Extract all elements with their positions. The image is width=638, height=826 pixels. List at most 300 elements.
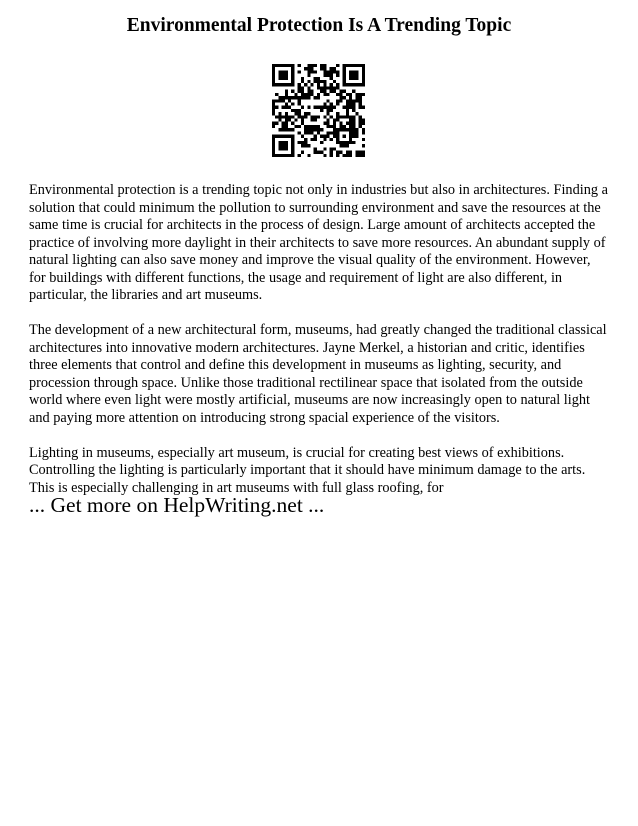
qr-module <box>310 90 313 93</box>
qr-module <box>346 154 349 157</box>
qr-module <box>349 122 352 125</box>
qr-module <box>307 128 310 131</box>
qr-module <box>336 83 339 86</box>
qr-module <box>301 90 304 93</box>
qr-module <box>362 106 365 109</box>
qr-module <box>288 128 291 131</box>
qr-module <box>320 80 323 83</box>
qr-module <box>282 122 285 125</box>
qr-module <box>352 131 355 134</box>
qr-module <box>285 144 288 147</box>
qr-code-icon <box>272 64 365 157</box>
qr-module <box>317 115 320 118</box>
qr-module <box>346 93 349 96</box>
qr-module <box>349 83 352 86</box>
qr-module <box>310 83 313 86</box>
qr-module <box>359 102 362 105</box>
qr-module <box>333 135 336 138</box>
qr-module <box>333 80 336 83</box>
qr-module <box>272 67 275 70</box>
qr-module <box>323 83 326 86</box>
qr-module <box>349 119 352 122</box>
qr-module <box>336 119 339 122</box>
qr-module <box>343 125 346 128</box>
qr-module <box>346 128 349 131</box>
qr-module <box>355 154 358 157</box>
qr-module <box>288 115 291 118</box>
qr-module <box>343 96 346 99</box>
qr-module <box>282 70 285 73</box>
qr-module <box>272 147 275 150</box>
qr-module <box>307 90 310 93</box>
qr-module <box>336 112 339 115</box>
qr-module <box>336 64 339 67</box>
qr-module <box>339 93 342 96</box>
qr-module <box>275 122 278 125</box>
qr-module <box>327 112 330 115</box>
qr-module <box>349 131 352 134</box>
qr-module <box>323 90 326 93</box>
qr-module <box>362 80 365 83</box>
qr-module <box>349 151 352 154</box>
qr-module <box>310 128 313 131</box>
qr-module <box>294 109 297 112</box>
qr-module <box>323 93 326 96</box>
qr-module <box>304 67 307 70</box>
qr-module <box>355 70 358 73</box>
qr-module <box>346 115 349 118</box>
paragraph-3: Lighting in museums, especially art museum, is crucial for creating best views of exhibitions. Controlling the lighting is particularly important that it should have minimum damage to the arts. This is especially challenging in art museums with full glass roofing, for <box>29 444 586 496</box>
qr-module <box>282 147 285 150</box>
qr-module <box>320 106 323 109</box>
qr-module <box>327 135 330 138</box>
qr-module <box>285 112 288 115</box>
qr-module <box>330 86 333 89</box>
qr-module <box>291 67 294 70</box>
qr-module <box>323 154 326 157</box>
qr-module <box>336 128 339 131</box>
qr-module <box>282 125 285 128</box>
qr-module <box>339 125 342 128</box>
qr-module <box>349 93 352 96</box>
qr-module <box>362 74 365 77</box>
qr-module <box>282 144 285 147</box>
qr-module <box>327 125 330 128</box>
qr-module <box>307 67 310 70</box>
qr-module <box>291 154 294 157</box>
qr-module <box>298 64 301 67</box>
qr-module <box>298 131 301 134</box>
qr-module <box>301 96 304 99</box>
qr-module <box>352 128 355 131</box>
qr-module <box>285 90 288 93</box>
qr-module <box>323 115 326 118</box>
qr-module <box>298 83 301 86</box>
qr-module <box>278 77 281 80</box>
qr-module <box>291 74 294 77</box>
qr-module <box>291 144 294 147</box>
qr-module <box>327 109 330 112</box>
qr-module <box>272 99 275 102</box>
qr-module <box>314 77 317 80</box>
qr-module <box>285 147 288 150</box>
qr-module <box>359 106 362 109</box>
qr-module <box>343 144 346 147</box>
paragraph-1: Environmental protection is a trending topic not only in industries but also in architectures. Finding a solution that could minimum the pollution to surrounding environment and save the resources at the same time is crucial for architects in the process of design. Large amount of architects accepted the practice of involving more daylight in their architects to save more resources. An abundant supply of natural lighting can also save money and improve the visual quality of the environment. However, for buildings with different functions, the usage and requirement of light are also different, in particular, the libraries and art museums. <box>29 182 608 303</box>
qr-module <box>330 83 333 86</box>
qr-module <box>327 70 330 73</box>
qr-module <box>359 125 362 128</box>
qr-module <box>352 90 355 93</box>
qr-module <box>307 131 310 134</box>
qr-module <box>278 96 281 99</box>
qr-module <box>343 64 346 67</box>
qr-module <box>272 106 275 109</box>
qr-module <box>304 144 307 147</box>
qr-module <box>291 128 294 131</box>
qr-module <box>359 83 362 86</box>
qr-module <box>294 96 297 99</box>
qr-module <box>288 154 291 157</box>
qr-module <box>333 128 336 131</box>
qr-module <box>339 99 342 102</box>
qr-module <box>291 90 294 93</box>
qr-module <box>282 64 285 67</box>
qr-module <box>343 80 346 83</box>
qr-module <box>352 141 355 144</box>
qr-module <box>275 135 278 138</box>
qr-module <box>343 115 346 118</box>
qr-module <box>285 93 288 96</box>
qr-module <box>346 151 349 154</box>
qr-module <box>314 80 317 83</box>
qr-module <box>339 96 342 99</box>
qr-module <box>301 119 304 122</box>
qr-module <box>336 99 339 102</box>
qr-module <box>294 119 297 122</box>
qr-module <box>314 151 317 154</box>
qr-module <box>352 135 355 138</box>
qr-module <box>336 74 339 77</box>
qr-module <box>272 122 275 125</box>
qr-module <box>288 83 291 86</box>
qr-module <box>314 138 317 141</box>
qr-module <box>317 80 320 83</box>
qr-module <box>304 131 307 134</box>
qr-module <box>355 93 358 96</box>
qr-module <box>272 141 275 144</box>
qr-module <box>285 115 288 118</box>
qr-module <box>301 86 304 89</box>
qr-module <box>352 122 355 125</box>
qr-module <box>330 125 333 128</box>
qr-module <box>285 83 288 86</box>
qr-module <box>359 115 362 118</box>
qr-module <box>355 96 358 99</box>
qr-module <box>301 141 304 144</box>
qr-module <box>359 99 362 102</box>
qr-module <box>298 125 301 128</box>
qr-module <box>291 141 294 144</box>
qr-module <box>272 77 275 80</box>
qr-module <box>314 119 317 122</box>
qr-module <box>278 83 281 86</box>
qr-module <box>298 86 301 89</box>
qr-module <box>285 135 288 138</box>
qr-module <box>349 64 352 67</box>
qr-module <box>278 141 281 144</box>
qr-module <box>362 67 365 70</box>
qr-module <box>278 144 281 147</box>
qr-module <box>307 96 310 99</box>
qr-module <box>355 135 358 138</box>
paragraph-2: The development of a new architectural form, museums, had greatly changed the traditional classical architectures into innovative modern architectures. Jayne Merkel, a historian and critic, identifies three elements that control and define this development in museums as lighting, security, and procession through space. Unlike those traditional rectilinear space that isolated from the outside world where even light were mostly artificial, museums are now increasingly open to natural light and paying more attention on introducing strong spacial experience of the visitors. <box>29 322 607 426</box>
qr-module <box>278 115 281 118</box>
qr-module <box>307 125 310 128</box>
qr-module <box>355 131 358 134</box>
qr-module <box>339 115 342 118</box>
qr-module <box>323 70 326 73</box>
qr-module <box>275 93 278 96</box>
qr-module <box>310 70 313 73</box>
qr-module <box>291 77 294 80</box>
qr-module <box>285 125 288 128</box>
qr-module <box>285 74 288 77</box>
qr-module <box>330 147 333 150</box>
qr-module <box>307 64 310 67</box>
qr-module <box>317 83 320 86</box>
qr-module <box>278 64 281 67</box>
qr-module <box>346 64 349 67</box>
qr-module <box>352 109 355 112</box>
get-more-link[interactable]: ... Get more on HelpWriting.net ... <box>29 493 325 517</box>
qr-module <box>272 102 275 105</box>
qr-module <box>307 86 310 89</box>
qr-module <box>320 86 323 89</box>
qr-module <box>355 112 358 115</box>
qr-module <box>317 86 320 89</box>
qr-module <box>333 106 336 109</box>
qr-module <box>320 64 323 67</box>
qr-module <box>310 64 313 67</box>
qr-module <box>362 83 365 86</box>
qr-module <box>339 151 342 154</box>
qr-module <box>343 141 346 144</box>
qr-module <box>285 128 288 131</box>
qr-module <box>323 67 326 70</box>
qr-module <box>330 109 333 112</box>
qr-module <box>333 147 336 150</box>
qr-module <box>349 96 352 99</box>
qr-module <box>349 128 352 131</box>
qr-module <box>307 74 310 77</box>
qr-module <box>298 112 301 115</box>
qr-module <box>359 93 362 96</box>
qr-module <box>362 70 365 73</box>
qr-module <box>343 83 346 86</box>
qr-module <box>310 67 313 70</box>
qr-module <box>272 112 275 115</box>
qr-module <box>327 86 330 89</box>
document-title: Environmental Protection Is A Trending Topic <box>126 15 512 36</box>
qr-module <box>291 80 294 83</box>
qr-module <box>343 67 346 70</box>
qr-module <box>343 128 346 131</box>
qr-module <box>272 74 275 77</box>
qr-module <box>346 112 349 115</box>
qr-module <box>304 96 307 99</box>
qr-module <box>291 147 294 150</box>
qr-module <box>346 99 349 102</box>
qr-module <box>327 119 330 122</box>
qr-module <box>346 106 349 109</box>
qr-module <box>343 135 346 138</box>
qr-module <box>317 77 320 80</box>
qr-module <box>333 90 336 93</box>
qr-module <box>278 119 281 122</box>
qr-module <box>314 106 317 109</box>
qr-module <box>272 135 275 138</box>
qr-module <box>288 106 291 109</box>
qr-module <box>349 115 352 118</box>
qr-module <box>352 106 355 109</box>
qr-module <box>301 122 304 125</box>
qr-module <box>349 106 352 109</box>
qr-module <box>339 144 342 147</box>
qr-module <box>272 138 275 141</box>
qr-module <box>272 144 275 147</box>
qr-module <box>339 90 342 93</box>
qr-module <box>288 99 291 102</box>
qr-module <box>343 74 346 77</box>
qr-module <box>317 106 320 109</box>
qr-module <box>291 151 294 154</box>
qr-module <box>285 102 288 105</box>
qr-module <box>320 141 323 144</box>
qr-module <box>355 99 358 102</box>
qr-module <box>352 64 355 67</box>
qr-module <box>291 70 294 73</box>
qr-module <box>349 125 352 128</box>
qr-module <box>314 135 317 138</box>
qr-module <box>317 125 320 128</box>
qr-module <box>310 131 313 134</box>
qr-module <box>275 99 278 102</box>
qr-module <box>327 74 330 77</box>
qr-module <box>327 122 330 125</box>
qr-module <box>362 119 365 122</box>
qr-module <box>355 128 358 131</box>
qr-module <box>336 70 339 73</box>
qr-module <box>314 70 317 73</box>
qr-module <box>346 144 349 147</box>
qr-module <box>301 80 304 83</box>
qr-module <box>291 115 294 118</box>
qr-module <box>278 147 281 150</box>
qr-module <box>278 128 281 131</box>
qr-module <box>304 115 307 118</box>
qr-module <box>314 125 317 128</box>
qr-module <box>323 122 326 125</box>
qr-module <box>346 141 349 144</box>
qr-module <box>288 135 291 138</box>
qr-module <box>330 102 333 105</box>
qr-module <box>307 144 310 147</box>
qr-module <box>346 102 349 105</box>
qr-module <box>355 74 358 77</box>
qr-module <box>317 96 320 99</box>
qr-module <box>291 109 294 112</box>
qr-module <box>282 135 285 138</box>
qr-module <box>272 70 275 73</box>
qr-module <box>352 119 355 122</box>
qr-module <box>301 151 304 154</box>
qr-module <box>333 119 336 122</box>
qr-module <box>288 119 291 122</box>
qr-module <box>307 93 310 96</box>
qr-module <box>336 154 339 157</box>
qr-module <box>327 93 330 96</box>
qr-module <box>278 74 281 77</box>
qr-module <box>291 64 294 67</box>
qr-module <box>285 119 288 122</box>
qr-module <box>362 77 365 80</box>
qr-module <box>330 138 333 141</box>
qr-module <box>301 135 304 138</box>
qr-module <box>352 74 355 77</box>
qr-module <box>285 77 288 80</box>
qr-module <box>336 131 339 134</box>
qr-module <box>291 122 294 125</box>
qr-module <box>285 141 288 144</box>
qr-module <box>355 83 358 86</box>
qr-module <box>304 93 307 96</box>
qr-module <box>304 83 307 86</box>
qr-module <box>282 154 285 157</box>
qr-module <box>317 151 320 154</box>
qr-module <box>282 83 285 86</box>
qr-module <box>323 102 326 105</box>
qr-module <box>272 154 275 157</box>
qr-module <box>362 93 365 96</box>
qr-module <box>349 102 352 105</box>
qr-module <box>288 64 291 67</box>
qr-module <box>272 80 275 83</box>
qr-module <box>282 106 285 109</box>
qr-module <box>285 96 288 99</box>
qr-module <box>359 154 362 157</box>
qr-module <box>352 83 355 86</box>
qr-module <box>343 154 346 157</box>
qr-module <box>323 106 326 109</box>
qr-module <box>362 151 365 154</box>
qr-module <box>336 141 339 144</box>
qr-module <box>346 122 349 125</box>
qr-module <box>352 99 355 102</box>
qr-module <box>298 109 301 112</box>
qr-module <box>298 115 301 118</box>
qr-module <box>359 64 362 67</box>
qr-module <box>298 90 301 93</box>
qr-module <box>323 74 326 77</box>
document-body <box>29 182 609 515</box>
qr-module <box>352 102 355 105</box>
qr-module <box>320 90 323 93</box>
qr-module <box>301 93 304 96</box>
qr-module <box>343 70 346 73</box>
qr-module <box>336 86 339 89</box>
qr-module <box>282 128 285 131</box>
